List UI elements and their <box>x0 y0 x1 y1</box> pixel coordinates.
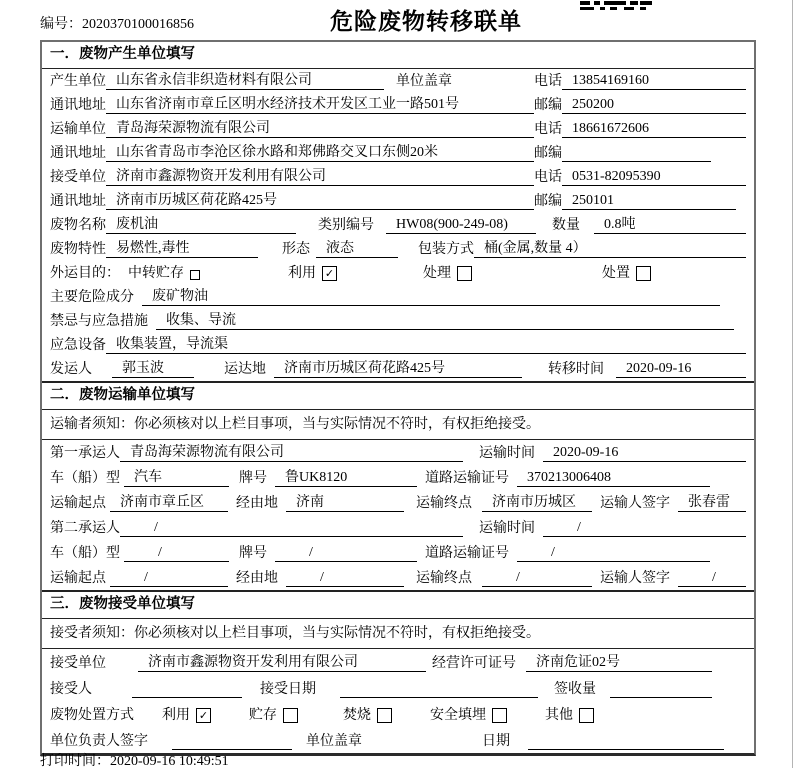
taboo-value: 收集、导流 <box>156 312 734 330</box>
first-carrier-label: 第一承运人 <box>50 446 120 461</box>
disposal-option-storage <box>249 707 298 724</box>
transporter-zip-group <box>534 145 746 162</box>
row-first-route <box>42 490 754 515</box>
route-start-label: 运输起点 <box>50 496 106 511</box>
option-label: 安全填埋 <box>430 708 486 723</box>
section1-heading: 一．废物产生单位填写 <box>42 42 754 69</box>
checkbox-utilize-checked <box>322 266 337 281</box>
row-waste-property <box>42 237 754 261</box>
acceptor-value <box>132 697 242 698</box>
vehicle-type-label: 车（船）型 <box>50 471 120 486</box>
disposal-option-utilize <box>162 707 211 724</box>
checkbox-mark: ✓ <box>198 709 209 722</box>
carrier-signature-label: 运输人签字 <box>600 496 670 511</box>
disposal-option-landfill <box>430 707 507 724</box>
via-value: / <box>286 569 404 587</box>
row-second-vehicle <box>42 540 754 565</box>
zip-label: 邮编 <box>534 194 562 209</box>
phone-label: 电话 <box>534 170 562 185</box>
option-label: 处理 <box>423 266 451 281</box>
option-label: 贮存 <box>249 708 277 723</box>
waste-property-value: 易燃性,毒性 <box>106 240 258 258</box>
transport-time-value: 2020-09-16 <box>543 444 746 462</box>
producer-value: 山东省永信非织造材料有限公司 <box>106 72 384 90</box>
serial-label: 编号： <box>40 17 82 32</box>
section2-heading: 二．废物运输单位填写 <box>42 381 754 410</box>
row-first-carrier <box>42 440 754 465</box>
receiver-value: 济南市鑫源物资开发利用有限公司 <box>106 168 534 186</box>
accept-date-value <box>340 697 538 698</box>
checkbox-treat <box>457 266 472 281</box>
hazard-label: 主要危险成分 <box>50 290 134 305</box>
date-label: 日期 <box>482 734 510 749</box>
form-value: 液态 <box>316 240 398 258</box>
route-start-value: 济南市章丘区 <box>110 494 228 512</box>
row-taboo-measures <box>42 309 754 333</box>
page-title: 危险废物转移联单 <box>330 8 522 34</box>
row-receiver-address <box>42 189 754 213</box>
carrier-signature-value: / <box>678 569 746 587</box>
quantity-value: 0.8吨 <box>594 216 746 234</box>
plate-value: 鲁UK8120 <box>275 469 417 487</box>
unit-seal-label: 单位盖章 <box>306 734 362 749</box>
road-license-value: 370213006408 <box>517 469 710 487</box>
print-time-label: 打印时间： <box>40 754 110 769</box>
acceptor-label: 接受人 <box>50 682 92 697</box>
first-carrier-value: 青岛海荣源物流有限公司 <box>120 444 463 462</box>
option-label: 其他 <box>545 708 573 723</box>
received-quantity-label: 签收量 <box>554 682 596 697</box>
package-value: 桶(金属,数量 4） <box>474 240 746 258</box>
second-carrier-label: 第二承运人 <box>50 521 120 536</box>
row-sender <box>42 357 754 381</box>
option-label: 焚烧 <box>343 708 371 723</box>
destination-label: 运达地 <box>224 362 266 377</box>
plate-label: 牌号 <box>239 471 267 486</box>
package-label: 包装方式 <box>418 242 474 257</box>
receiver-phone-group <box>534 168 746 186</box>
transporter-value: 青岛海荣源物流有限公司 <box>106 120 534 138</box>
checkbox-disposal-utilize-checked <box>196 708 211 723</box>
producer-phone-group <box>534 72 746 90</box>
document-header <box>0 0 796 40</box>
row-transporter <box>42 117 754 141</box>
receiver-zip-group <box>534 192 746 210</box>
address-label: 通讯地址 <box>50 194 106 209</box>
taboo-label: 禁忌与应急措施 <box>50 314 148 329</box>
transfer-time-value: 2020-09-16 <box>616 360 746 378</box>
route-start-value: / <box>110 569 228 587</box>
row-producer <box>42 69 754 93</box>
option-label: 利用 <box>288 266 316 281</box>
row-emergency-equipment <box>42 333 754 357</box>
checkbox-disposal-storage <box>283 708 298 723</box>
producer-label: 产生单位 <box>50 74 106 89</box>
purpose-option-utilize <box>288 265 337 282</box>
waste-name-label: 废物名称 <box>50 218 106 233</box>
transporter-label: 运输单位 <box>50 122 106 137</box>
row-first-vehicle <box>42 465 754 490</box>
via-value: 济南 <box>286 494 404 512</box>
receiver-notice: 接受者须知：你必须核对以上栏目事项，当与实际情况不符时，有权拒绝接受。 <box>42 619 754 649</box>
category-label: 类别编号 <box>318 218 374 233</box>
checkbox-disposal-other <box>579 708 594 723</box>
checkbox-disposal-landfill <box>492 708 507 723</box>
route-end-label: 运输终点 <box>416 496 472 511</box>
date-value <box>528 749 724 750</box>
option-label: 利用 <box>162 708 190 723</box>
row-transfer-purpose <box>42 261 754 285</box>
quantity-label: 数量 <box>552 218 580 233</box>
via-label: 经由地 <box>236 496 278 511</box>
row-receiver <box>42 165 754 189</box>
receiver-zip-value: 250101 <box>562 192 736 210</box>
transporter-phone-group <box>534 120 746 138</box>
address-label: 通讯地址 <box>50 146 106 161</box>
sender-value: 郭玉波 <box>112 360 194 378</box>
business-license-label: 经营许可证号 <box>432 656 516 671</box>
business-license-value: 济南危证02号 <box>526 654 712 672</box>
responsible-signature-label: 单位负责人签字 <box>50 734 148 749</box>
transporter-address-value: 山东省青岛市李沧区徐水路和郑佛路交叉口东侧20米 <box>106 144 534 162</box>
equipment-value: 收集装置，导流渠 <box>106 336 746 354</box>
vehicle-type-value: / <box>124 544 229 562</box>
disposal-option-other <box>545 707 594 724</box>
accept-date-label: 接受日期 <box>260 682 316 697</box>
disposal-option-incinerate <box>343 707 392 724</box>
row-waste-name <box>42 213 754 237</box>
plate-value: / <box>275 544 417 562</box>
producer-zip-group <box>534 96 746 114</box>
receiver-label: 接受单位 <box>50 170 106 185</box>
purpose-option-dispose <box>602 265 651 282</box>
form-label: 形态 <box>282 242 310 257</box>
checkbox-transfer-storage <box>190 270 200 280</box>
row-hazard-component <box>42 285 754 309</box>
transporter-notice: 运输者须知：你必须核对以上栏目事项，当与实际情况不符时，有权拒绝接受。 <box>42 410 754 440</box>
road-license-label: 道路运输证号 <box>425 546 509 561</box>
plate-label: 牌号 <box>239 546 267 561</box>
checkbox-disposal-incinerate <box>377 708 392 723</box>
transport-time-label: 运输时间 <box>479 446 535 461</box>
row-transporter-address <box>42 141 754 165</box>
accepting-unit-value: 济南市鑫源物资开发利用有限公司 <box>138 654 426 672</box>
producer-phone-value: 13854169160 <box>562 72 746 90</box>
route-start-label: 运输起点 <box>50 571 106 586</box>
destination-value: 济南市历城区荷花路425号 <box>274 360 522 378</box>
waste-name-value: 废机油 <box>106 216 296 234</box>
route-end-value: 济南市历城区 <box>482 494 592 512</box>
row-accepting-unit <box>42 649 754 675</box>
transport-time-label: 运输时间 <box>479 521 535 536</box>
road-license-value: / <box>517 544 710 562</box>
row-disposal-method <box>42 701 754 727</box>
phone-label: 电话 <box>534 122 562 137</box>
serial-value: 2020370100016856 <box>82 17 194 32</box>
phone-label: 电话 <box>534 74 562 89</box>
sender-label: 发运人 <box>50 362 92 377</box>
manifest-form-table <box>40 40 756 756</box>
transfer-time-label: 转移时间 <box>548 362 604 377</box>
carrier-signature-label: 运输人签字 <box>600 571 670 586</box>
zip-label: 邮编 <box>534 146 562 161</box>
checkbox-dispose <box>636 266 651 281</box>
section3-heading: 三．废物接受单位填写 <box>42 590 754 619</box>
purpose-option-treat <box>423 265 472 282</box>
zip-label: 邮编 <box>534 98 562 113</box>
transporter-phone-value: 18661672606 <box>562 120 746 138</box>
row-second-carrier <box>42 515 754 540</box>
producer-zip-value: 250200 <box>562 96 746 114</box>
waste-property-label: 废物特性 <box>50 242 106 257</box>
page-right-border <box>792 0 793 768</box>
equipment-label: 应急设备 <box>50 338 106 353</box>
road-license-label: 道路运输证号 <box>425 471 509 486</box>
route-end-label: 运输终点 <box>416 571 472 586</box>
route-end-value: / <box>482 569 592 587</box>
via-label: 经由地 <box>236 571 278 586</box>
unit-seal-label: 单位盖章 <box>396 74 452 89</box>
transporter-zip-value <box>562 161 711 162</box>
print-time <box>40 750 229 770</box>
vehicle-type-value: 汽车 <box>124 469 229 487</box>
address-label: 通讯地址 <box>50 98 106 113</box>
receiver-phone-value: 0531-82095390 <box>562 168 746 186</box>
receiver-address-value: 济南市历城区荷花路425号 <box>106 192 534 210</box>
print-time-value: 2020-09-16 10:49:51 <box>110 754 229 769</box>
hazard-value: 废矿物油 <box>142 288 720 306</box>
row-second-route <box>42 565 754 590</box>
second-carrier-value: / <box>120 519 463 537</box>
serial-number <box>40 13 194 33</box>
purpose-option-transfer-storage <box>128 265 200 282</box>
accepting-unit-label: 接受单位 <box>50 656 106 671</box>
row-acceptor <box>42 675 754 701</box>
disposal-method-label: 废物处置方式 <box>50 708 134 723</box>
option-label: 处置 <box>602 266 630 281</box>
carrier-signature-value: 张春雷 <box>678 494 746 512</box>
checkbox-mark: ✓ <box>324 267 335 280</box>
option-label: 中转贮存 <box>128 266 184 281</box>
row-producer-address <box>42 93 754 117</box>
purpose-label: 外运目的： <box>50 266 120 281</box>
producer-address-value: 山东省济南市章丘区明水经济技术开发区工业一路501号 <box>106 96 534 114</box>
vehicle-type-label: 车（船）型 <box>50 546 120 561</box>
received-quantity-value <box>610 697 712 698</box>
transport-time-value: / <box>543 519 746 537</box>
category-value: HW08(900-249-08) <box>386 216 536 234</box>
